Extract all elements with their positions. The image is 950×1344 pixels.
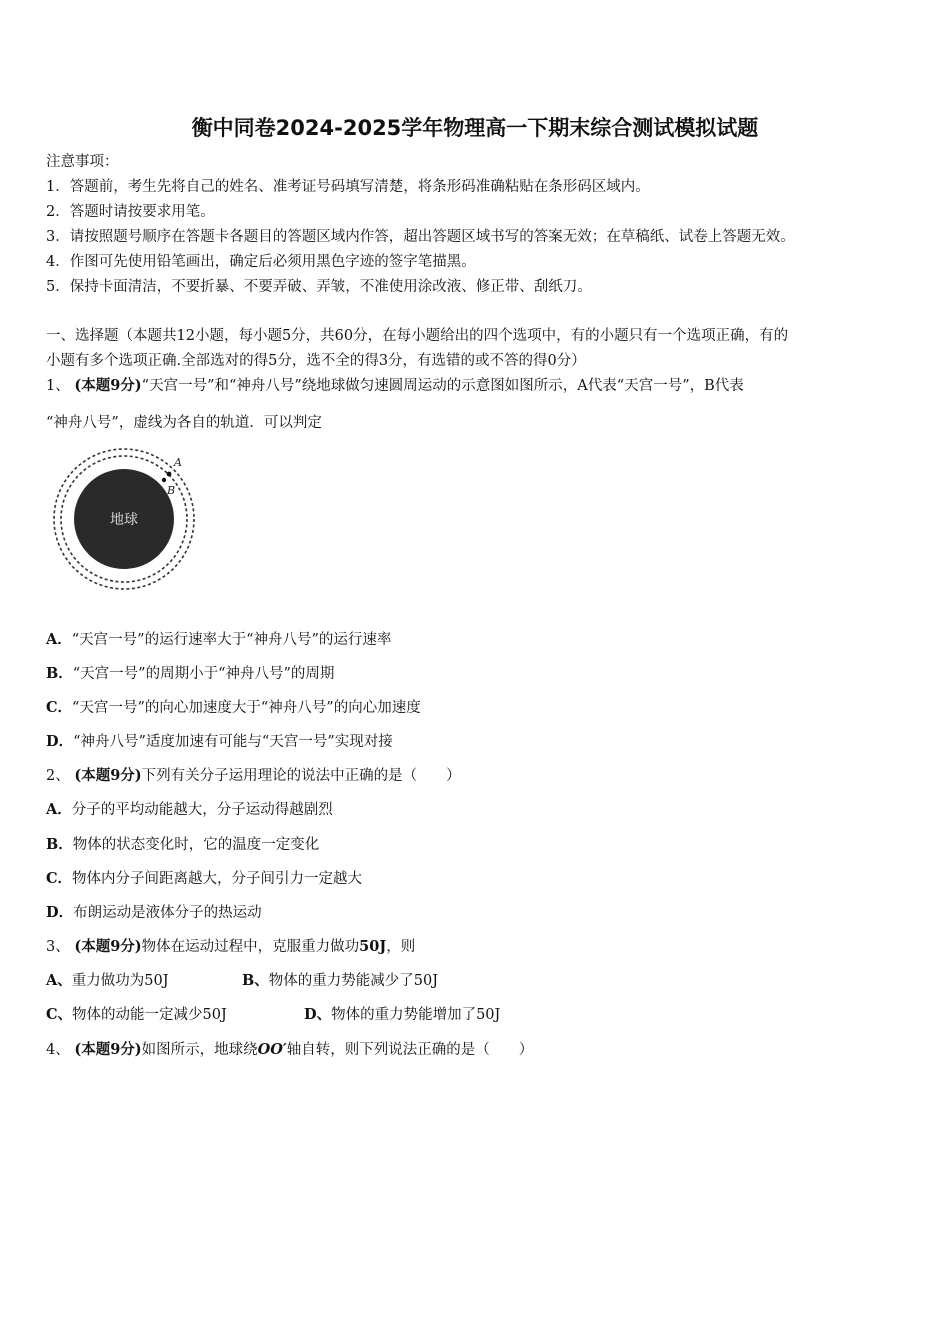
option-a bbox=[46, 630, 391, 650]
option-key: B． bbox=[46, 836, 73, 853]
question-number: 2、 bbox=[46, 768, 70, 784]
notice-item-3: 3．请按照题号顺序在答题卡各题目的答题区域内作答，超出答题区域书写的答案无效；在草稿纸、试卷上答题无效。 bbox=[46, 229, 795, 245]
option-key: D、 bbox=[304, 1006, 332, 1023]
option-text: 物体的重力势能减少了50J bbox=[268, 973, 439, 989]
notice-item-2: 2．答题时请按要求用笔。 bbox=[46, 204, 215, 220]
question-text-end: ，则 bbox=[386, 939, 416, 955]
option-key: D． bbox=[46, 733, 74, 750]
notice-heading: 注意事项： bbox=[46, 154, 119, 170]
question-value: 50J bbox=[359, 938, 387, 955]
options-row-1 bbox=[46, 971, 438, 991]
option-a bbox=[46, 971, 242, 991]
option-key: C． bbox=[46, 870, 73, 887]
question-number: 1、 bbox=[46, 378, 70, 394]
question-1-stem bbox=[46, 376, 744, 396]
option-d bbox=[46, 732, 393, 752]
option-key: B、 bbox=[242, 972, 269, 989]
question-text: 如图所示，地球绕 bbox=[141, 1042, 258, 1058]
section-heading-line2: 小题有多个选项正确.全部选对的得5分，选不全的得3分，有选错的或不答的得0分） bbox=[46, 353, 586, 369]
option-text: 重力做功为50J bbox=[71, 973, 169, 989]
page-title: 衡中同卷2024-2025学年物理高一下期末综合测试模拟试题 bbox=[191, 116, 759, 140]
option-text: 物体的重力势能增加了50J bbox=[331, 1007, 501, 1023]
option-key: B． bbox=[46, 665, 73, 682]
option-text: “天宫一号”的周期小于“神舟八号”的周期 bbox=[72, 666, 335, 682]
axis-label: OO′ bbox=[257, 1041, 287, 1058]
option-text: 物体的状态变化时，它的温度一定变化 bbox=[72, 837, 320, 853]
option-key: A． bbox=[46, 801, 72, 818]
option-d bbox=[304, 1007, 500, 1023]
option-b bbox=[46, 835, 319, 855]
question-text: 下列有关分子运用理论的说法中正确的是（ ） bbox=[141, 768, 461, 784]
option-c bbox=[46, 869, 362, 889]
option-c bbox=[46, 1005, 304, 1025]
option-text: 物体内分子间距离越大，分子间引力一定越大 bbox=[72, 871, 363, 887]
option-c bbox=[46, 698, 421, 718]
option-text: “神舟八号”适度加速有可能与“天宫一号”实现对接 bbox=[73, 734, 393, 750]
notice-item-4: 4．作图可先使用铅笔画出，确定后必须用黑色字迹的签字笔描黑。 bbox=[46, 254, 476, 270]
question-score: (本题9分) bbox=[74, 938, 142, 955]
option-a bbox=[46, 800, 333, 820]
option-text: “天宫一号”的向心加速度大于“神舟八号”的向心加速度 bbox=[72, 700, 421, 716]
question-text: “天宫一号”和“神舟八号”绕地球做匀速圆周运动的示意图如图所示，A代表“天宫一号”，B代表 bbox=[141, 378, 744, 394]
question-number: 4、 bbox=[46, 1042, 70, 1058]
satellite-b-dot bbox=[162, 478, 166, 482]
question-score: (本题9分) bbox=[74, 1041, 142, 1058]
question-3-stem bbox=[46, 937, 415, 957]
orbit-diagram bbox=[46, 443, 206, 603]
section-heading-line1: 一、选择题（本题共12小题，每小题5分，共60分，在每小题给出的四个选项中，有的小题只有一个选项正确，有的 bbox=[46, 328, 789, 344]
option-text: 布朗运动是液体分子的热运动 bbox=[73, 905, 262, 921]
option-key: C． bbox=[46, 699, 73, 716]
question-score: (本题9分) bbox=[74, 767, 142, 784]
option-text: “天宫一号”的运行速率大于“神舟八号”的运行速率 bbox=[71, 632, 392, 648]
question-score: (本题9分) bbox=[74, 377, 142, 394]
question-4-stem bbox=[46, 1040, 533, 1060]
notice-item-1: 1．答题前，考生先将自己的姓名、准考证号码填写清楚，将条形码准确粘贴在条形码区域内。 bbox=[46, 179, 650, 195]
label-b: B bbox=[167, 484, 176, 497]
option-key: A． bbox=[46, 631, 72, 648]
label-a: A bbox=[174, 456, 182, 469]
question-1-stem-cont: “神舟八号”，虚线为各自的轨道．可以判定 bbox=[46, 415, 322, 431]
earth-label: 地球 bbox=[110, 512, 138, 528]
question-text: 物体在运动过程中，克服重力做功 bbox=[141, 939, 360, 955]
satellite-a-dot bbox=[167, 472, 172, 477]
question-2-stem bbox=[46, 766, 461, 786]
options-row-2 bbox=[46, 1005, 500, 1025]
question-number: 3、 bbox=[46, 939, 70, 955]
option-text: 物体的动能一定减少50J bbox=[72, 1007, 227, 1023]
option-text: 分子的平均动能越大，分子运动得越剧烈 bbox=[71, 802, 333, 818]
option-key: A、 bbox=[46, 972, 72, 989]
option-b bbox=[46, 664, 334, 684]
question-text-end: 轴自转，则下列说法正确的是（ ） bbox=[286, 1042, 534, 1058]
option-d bbox=[46, 903, 262, 923]
option-b bbox=[242, 973, 438, 989]
option-key: D． bbox=[46, 904, 74, 921]
option-key: C、 bbox=[46, 1006, 73, 1023]
notice-item-5: 5．保持卡面清洁，不要折暴、不要弄破、弄皱，不准使用涂改液、修正带、刮纸刀。 bbox=[46, 279, 592, 295]
